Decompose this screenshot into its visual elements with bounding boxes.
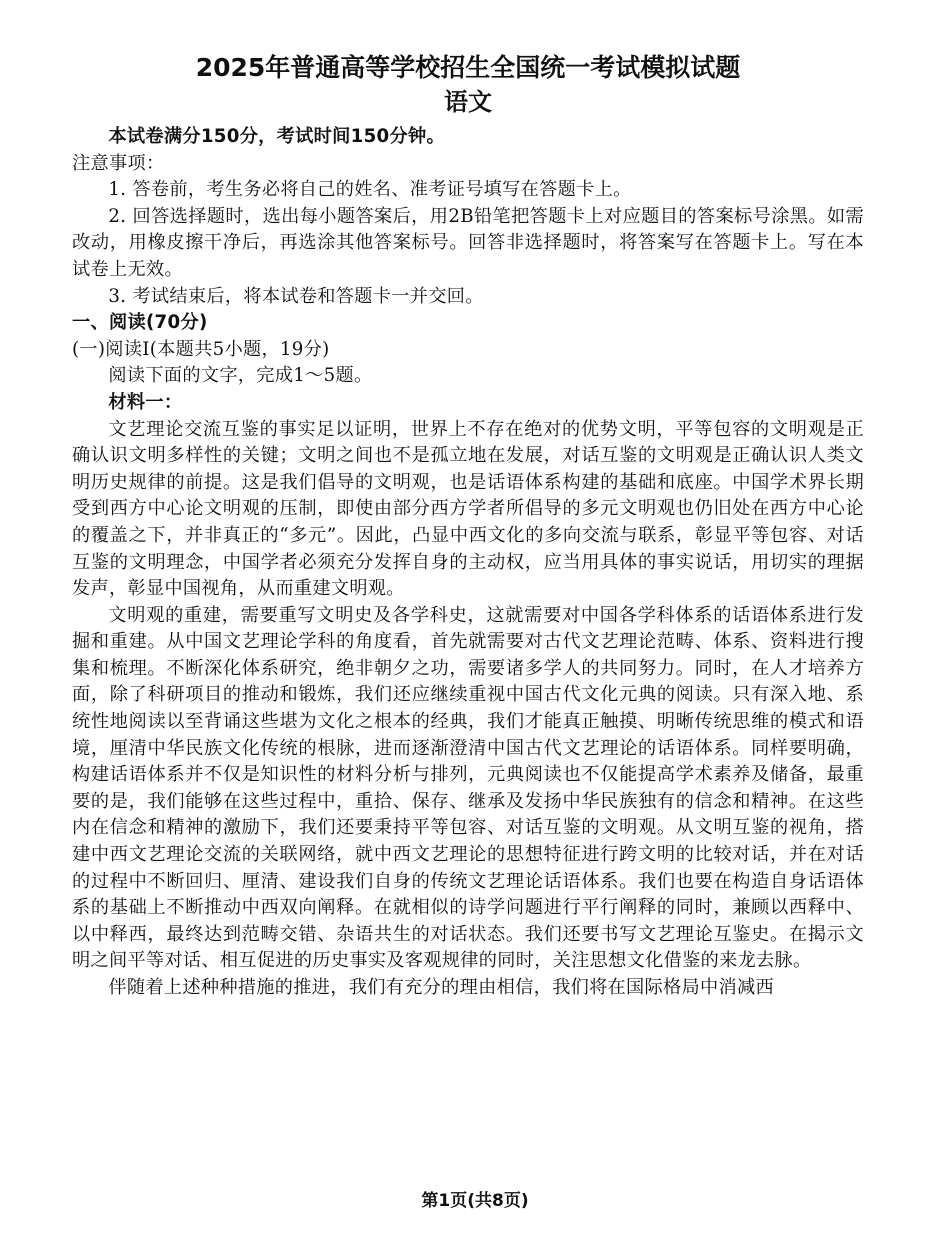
notes-heading: 注意事项： [72,152,165,174]
exam-title: 2025年普通高等学校招生全国统一考试模拟试题 [195,53,741,82]
paragraph-2: 文明观的重建，需要重写文明史及各学科史，这就需要对中国各学科体系的话语体系进行发掘和重建。从中国文艺理论学科的角度看，首先就需要对古代文艺理论范畴、体系、资料进行搜集和梳理。不断深化体系研究，绝非朝夕之功，需要诸多学人的共同努力。同时，在人才培养方面，除了科研项目的推动和锻炼，我们还应继续重视中国古代文化元典的阅读。只有深入地、系统性地阅读以至背诵这些堪为文化之根本的经典，我们才能真正触摸、明晰传统思维的模式和语境，厘清中华民族文化传统的根脉，进而逐渐澄清中国古代文艺理论的话语体系。同样要明确，构建话语体系并不仅是知识性的材料分析与排列，元典阅读也不仅能提高学术素养及储备，最重要的是，我们能够在这些过程中，重拾、保存、继承及发扬中华民族独有的信念和精神。在这些内在信念和精神的激励下，我们还要秉持平等包容、对话互鉴的文明观。从文明互鉴的视角，搭建中西文艺理论交流的关联网络，就中西文艺理论的思想特征进行跨文明的比较对话，并在对话的过程中不断回归、厘清、建设我们自身的传统文艺理论话语体系。我们也要在构造自身话语体系的基础上不断推动中西双向阐释。在就相似的诗学问题进行平行阐释的同时，兼顾以西释中、以中释西，最终达到范畴交错、杂语共生的对话状态。我们还要书写文艺理论互鉴史。在揭示文明之间平等对话、相互促进的历史事实及客观规律的同时，关注思想文化借鉴的来龙去脉。 [72,604,864,972]
sub-section-title: (一)阅读Ⅰ(本题共5小题，19分) [72,338,330,360]
subject-title: 语文 [444,88,492,116]
exam-body [72,124,864,1002]
note-item-2: 2. 回答选择题时，选出每小题答案后，用2B铅笔把答题卡上对应题目的答案标号涂黑。如需改动，用橡皮擦干净后，再选涂其他答案标号。回答非选择题时，将答案写在答题卡上。写在本试卷上无效。 [72,205,864,280]
note-item-3: 3. 考试结束后，将本试卷和答题卡一并交回。 [108,285,484,307]
reading-instruction: 阅读下面的文字，完成1～5题。 [108,365,373,387]
material-label: 材料一： [108,391,183,413]
section-title: 一、阅读(70分) [72,312,208,334]
page-footer: 第1页(共8页) [421,1191,529,1211]
paragraph-1: 文艺理论交流互鉴的事实足以证明，世界上不存在绝对的优势文明，平等包容的文明观是正确认识文明多样性的关键；文明之间也不是孤立地在发展，对话互鉴的文明观是正确认识人类文明历史规律的前提。这是我们倡导的文明观，也是话语体系构建的基础和底座。中国学术界长期受到西方中心论文明观的压制，即使由部分西方学者所倡导的多元文明观也仍旧处在西方中心论的覆盖之下，并非真正的“多元”。因此，凸显中西文化的多向交流与联系，彰显平等包容、对话互鉴的文明理念，中国学者必须充分发挥自身的主动权，应当用具体的事实说话，用切实的理据发声，彰显中国视角，从而重建文明观。 [72,418,864,600]
paragraph-3: 伴随着上述种种措施的推进，我们有充分的理由相信，我们将在国际格局中消减西 [108,977,774,998]
note-item-1: 1. 答卷前，考生务必将自己的姓名、准考证号填写在答题卡上。 [108,179,632,201]
exam-info: 本试卷满分150分，考试时间150分钟。 [108,126,445,147]
